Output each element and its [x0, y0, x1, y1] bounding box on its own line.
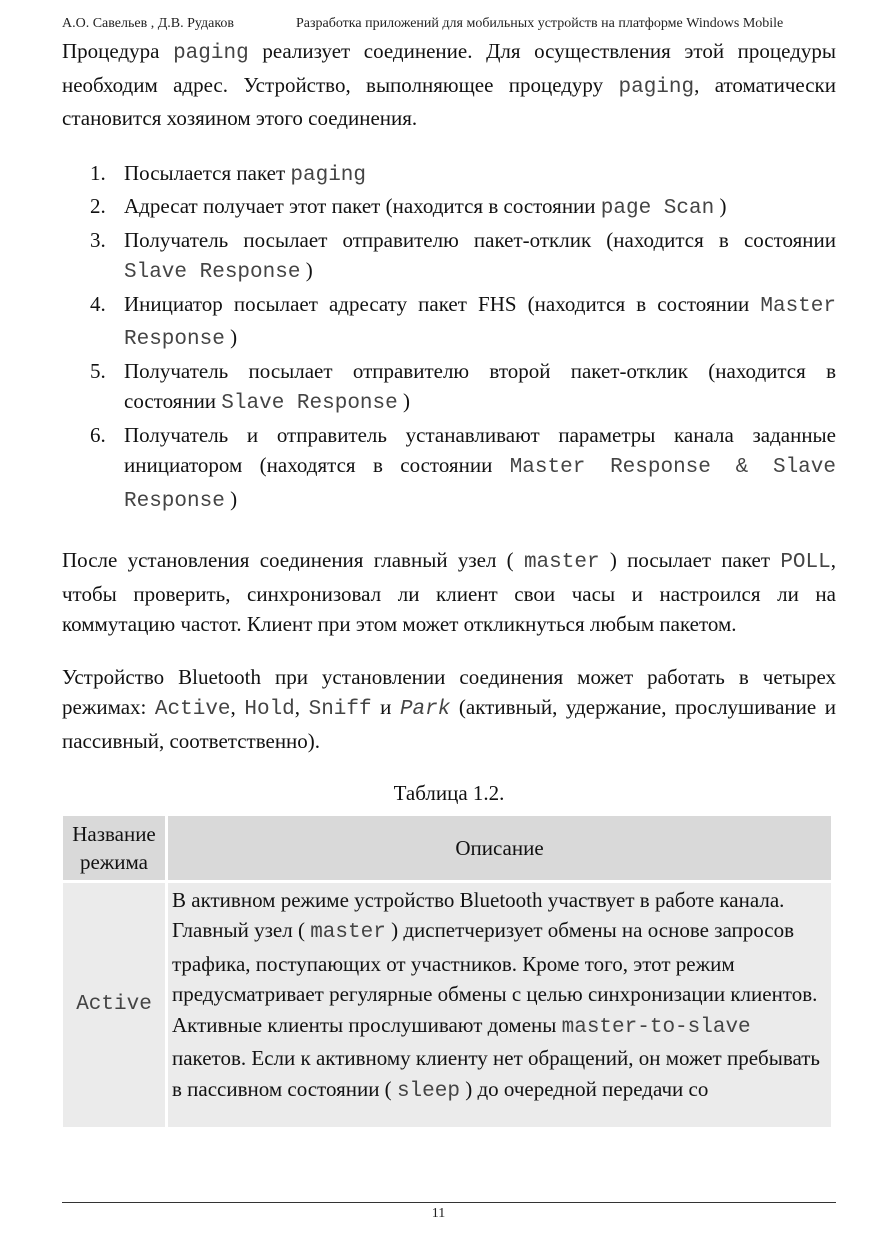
text-run: Устройство Bluetooth при установлении соединения может работать в четырех режимах: [62, 664, 836, 719]
text-run: ) [224, 486, 238, 511]
list-number: 3. [90, 227, 106, 252]
text-run: Процедура [62, 39, 174, 63]
code-term: Hold [244, 698, 295, 721]
text-run: Получатель посылает отправителю пакет-отклик (находится в состоянии [124, 227, 836, 252]
list-item [62, 191, 836, 225]
modes-table [60, 813, 834, 1131]
code-term: sleep [396, 1079, 460, 1103]
text-run: (активный, удержание, прослушивание и пассивный, соответственно). [62, 695, 837, 753]
code-term: Park [399, 698, 451, 721]
list-item [62, 356, 836, 420]
paragraph-modes [62, 662, 836, 757]
text-run: Получатель посылает отправителю второй пакет-отклик (находится в состоянии [124, 358, 836, 413]
mode-name-cell: Active [63, 883, 165, 1128]
paragraph-poll [62, 545, 836, 640]
code-term: Slave Response [124, 261, 301, 284]
text-run: , [294, 695, 309, 719]
text-run: Адресат получает этот пакет (находится в состоянии [124, 194, 601, 218]
text-run: и [371, 695, 400, 719]
text-run: реализует соединение. Для осуществления этой процедуры необходим адрес. Устройство, выполняющее процедуру [62, 39, 836, 97]
text-run: В активном режиме устройство Bluetooth участвует в работе канала. Главный узел ( [172, 887, 785, 942]
text-run: , чтобы проверить, синхронизовал ли клиент свои часы и настроился ли на коммутацию частот. Клиент при этом может откликнуться любым пакетом. [62, 548, 836, 636]
text-run: ) диспетчеризует обмены на основе запросов трафика, поступающих от участников. Кроме того, этот режим предусматривает регулярные обмены с целью синхронизации клиентов. Активные клиенты прослушивают домены [172, 918, 818, 1037]
code-term: master [310, 921, 386, 944]
list-number: 6. [90, 422, 106, 447]
list-number: 4. [90, 291, 106, 316]
text-run: ) [300, 258, 313, 282]
list-item [62, 158, 836, 192]
code-term: POLL [780, 551, 831, 574]
connection-steps-list [62, 158, 836, 518]
footer-rule [62, 1202, 836, 1203]
text-run: ) [224, 325, 238, 349]
code-term: Active [154, 698, 231, 721]
list-item [62, 225, 836, 289]
code-term: Sniff [308, 698, 372, 721]
header-book-title: Разработка приложений для мобильных устройств на платформе Windows Mobile [296, 16, 784, 31]
table-caption: Таблица 1.2. [393, 781, 505, 805]
list-item [62, 289, 836, 356]
text-run: Посылается пакет [124, 160, 291, 185]
table-row [63, 883, 831, 1128]
text-run: пакетов. Если к активному клиенту нет обращений, он может пребывать в пассивном состоянии ( [172, 1046, 820, 1101]
header-mode-name: Название режима [63, 816, 165, 880]
code-term: paging [618, 75, 695, 99]
text-run: ) [397, 389, 410, 413]
paragraph-paging [62, 36, 836, 134]
text-run: Получатель и отправитель устанавливают параметры канала заданные инициатором (находятся в состоянии [124, 422, 836, 477]
list-number: 2. [90, 194, 106, 218]
list-number: 1. [90, 160, 106, 185]
text-run: После установления соединения главный узел ( [62, 548, 524, 572]
code-term: master [523, 551, 600, 574]
text-run: ) посылает пакет [599, 548, 781, 572]
text-run: , [230, 695, 245, 719]
code-term: Master Response & Slave Response [124, 456, 836, 513]
code-term: Master Response [124, 294, 836, 351]
code-term: Slave Response [221, 392, 398, 415]
text-run: Инициатор посылает адресату пакет FHS (находится в состоянии [124, 291, 761, 316]
modes-table-wrapper [62, 813, 836, 1131]
list-item [62, 420, 836, 518]
text-run: , атоматически становится хозяином этого соединения. [62, 72, 836, 130]
mode-description-cell [168, 883, 831, 1128]
code-term: master-to-slave [561, 1015, 751, 1039]
code-term: paging [173, 42, 249, 65]
header-description: Описание [168, 816, 831, 880]
code-term: paging [290, 163, 367, 187]
text-run: ) [714, 194, 727, 218]
running-header [62, 16, 836, 36]
page-content [62, 36, 836, 1130]
table-header-row [63, 816, 831, 880]
header-authors: А.О. Савельев , Д.В. Рудаков [62, 16, 235, 31]
list-number: 5. [90, 358, 106, 383]
code-term: page Scan [600, 197, 715, 220]
text-run: ) до очередной передачи со [459, 1076, 709, 1101]
page-number: 11 [431, 1206, 446, 1221]
